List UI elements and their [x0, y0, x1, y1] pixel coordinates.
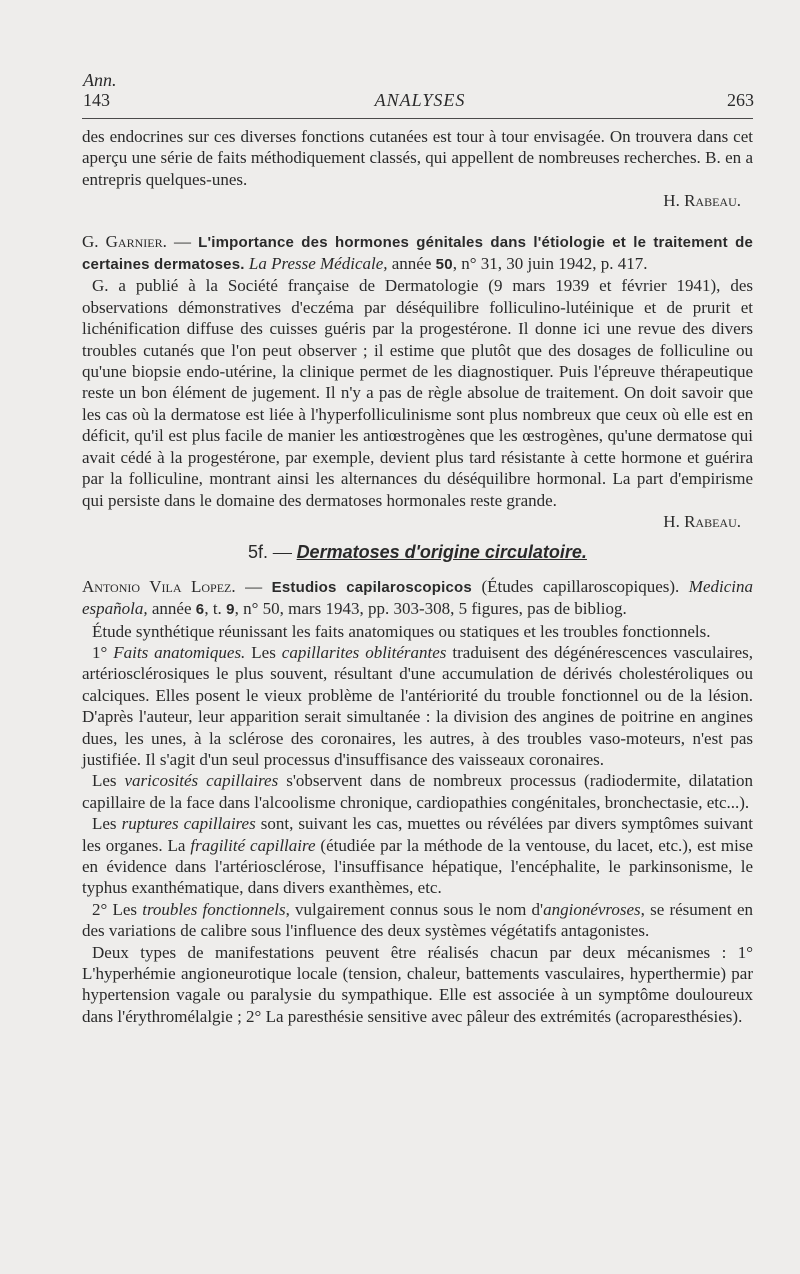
page-body — [82, 126, 753, 1027]
paragraph: Deux types de manifestations peuvent être réalisés chacun par deux mécanismes : 1° L'hyperhémie angioneurotique locale (tension, chaleur, battements vasculaires, hyperthermie) par hypertension vagale ou paralysie du sympathique. Elle est associée à un symptôme douloureux dans l'érythromélalgie ; 2° La paresthésie sensitive avec pâleur des extrémités (acroparesthésies). — [82, 942, 753, 1026]
author-name: G. Garnier. — [82, 231, 167, 251]
page-number: 263 — [727, 90, 754, 110]
author-name: Antonio Vila Lopez. — [82, 576, 236, 596]
signature: H. Rabeau. — [663, 511, 741, 531]
section-heading: 5f. — Dermatoses d'origine circulatoire. — [248, 542, 587, 564]
article-title: L'importance des hormones génitales dans l'étiologie et le traitement de certaines dermatoses. — [82, 233, 754, 274]
journal-name: Medicina española, — [82, 576, 753, 619]
continued-paragraph: des endocrines sur ces diverses fonctions cutanées est tour à tour envisagée. On trouvera dans cet aperçu une série de faits méthodiquement classés, qui appellent de nombreuses recherches. B. en a entrepris quelques-unes. — [82, 127, 753, 189]
journal-name: La Presse Médicale, — [248, 254, 388, 274]
paragraph: Étude synthétique réunissant les faits anatomiques ou statiques et les troubles fonctionnels. — [92, 621, 711, 641]
article-reference: G. Garnier. — L'importance des hormones génitales dans l'étiologie et le traitement de certaines dermatoses. La Presse Médicale, année 50, n° 31, 30 juin 1942, p. 417. — [82, 231, 754, 274]
article-reference: Antonio Vila Lopez. — Estudios capilaroscopicos (Études capillaroscopiques). Medicina española, année 6, t. 9, n° 50, mars 1943, pp. 303-308, 5 figures, pas de bibliog. — [82, 576, 753, 619]
article-summary: G. a publié à la Société française de Dermatologie (9 mars 1939 et février 1941), des observations démonstratives d'eczéma par déséquilibre folliculino-lutéinique et de prurit et lichénification diffuse des cuisses guéris par la progestérone. Il donne ici une revue des divers troubles cutanés que l'on peut observer ; il estime que plutôt que des dosages de folliculine ou qu'une biopsie endo-utérine, la clinique permet de les diagnostiquer. Puis l'épreuve thérapeutique reste un bon élément de jugement. Il n'y a pas de règle absolue de traitement. On doit savoir que les cas où la dermatose est liée à l'hyperfolliculinisme sont plus nombreux que ceux où elle est en déficit, qu'il est plus facile de manier les antiœstrogènes que les œstrogènes, qu'une dermatose qui avait cédé à la progestérone, par exemple, devient plus tard résistante à cette hormone et guérira par la folliculine, montrant ainsi les alternances du déséquilibre hormonal. La part d'empirisme qui persiste dans le domaine des dermatoses hormonales reste grande. — [82, 276, 753, 510]
paragraph: 1° Faits anatomiques. Les capillarites oblitérantes traduisent des dégénérescences vasculaires, artériosclérosiques le plus souvent, résultant d'une accumulation de dérivés cholestéroliques ou calciques. Elles posent le vieux problème de l'antériorité du trouble fonctionnel ou de la lésion. D'après l'auteur, leur apparition serait simultanée : la division des angines de poitrine en angines dues, les unes, à la sclérose des coronaires, les autres, à des troubles vaso-moteurs, n'est pas justifiée. Il s'agit d'un seul processus d'insuffisance des vaisseaux coronaires. — [82, 642, 753, 769]
section-title: Dermatoses d'origine circulatoire. — [296, 542, 587, 563]
spacer — [82, 212, 753, 231]
paragraph: Les varicosités capillaires s'observent dans de nombreux processus (radiodermite, dilatation capillaire de la face dans l'alcoolisme chronique, cardiopathies congénitales, bronchectasie, etc...). — [82, 771, 753, 812]
article-title: Estudios capilaroscopicos — [271, 578, 472, 596]
paragraph: Les ruptures capillaires sont, suivant les cas, muettes ou révélées par divers symptômes suivant les organes. La fragilité capillaire (étudiée par la méthode de la ventouse, du lacet, etc.), est mise en évidence dans l'artériosclérose, l'insuffisance hépatique, l'encéphalite, le parkinsonisme, le typhus exanthématique, dans divers exanthèmes, etc. — [82, 814, 754, 898]
header-rule — [82, 118, 753, 119]
volume-number: 143 — [83, 90, 110, 110]
signature: H. Rabeau. — [663, 191, 741, 211]
paragraph: 2° Les troubles fonctionnels, vulgairement connus sous le nom d'angionévroses, se résument en des variations de calibre sous l'influence des deux systèmes végétatifs antagonistes. — [82, 899, 753, 941]
running-title: ANALYSES — [374, 90, 466, 110]
journal-abbreviation: Ann. — [83, 70, 117, 90]
